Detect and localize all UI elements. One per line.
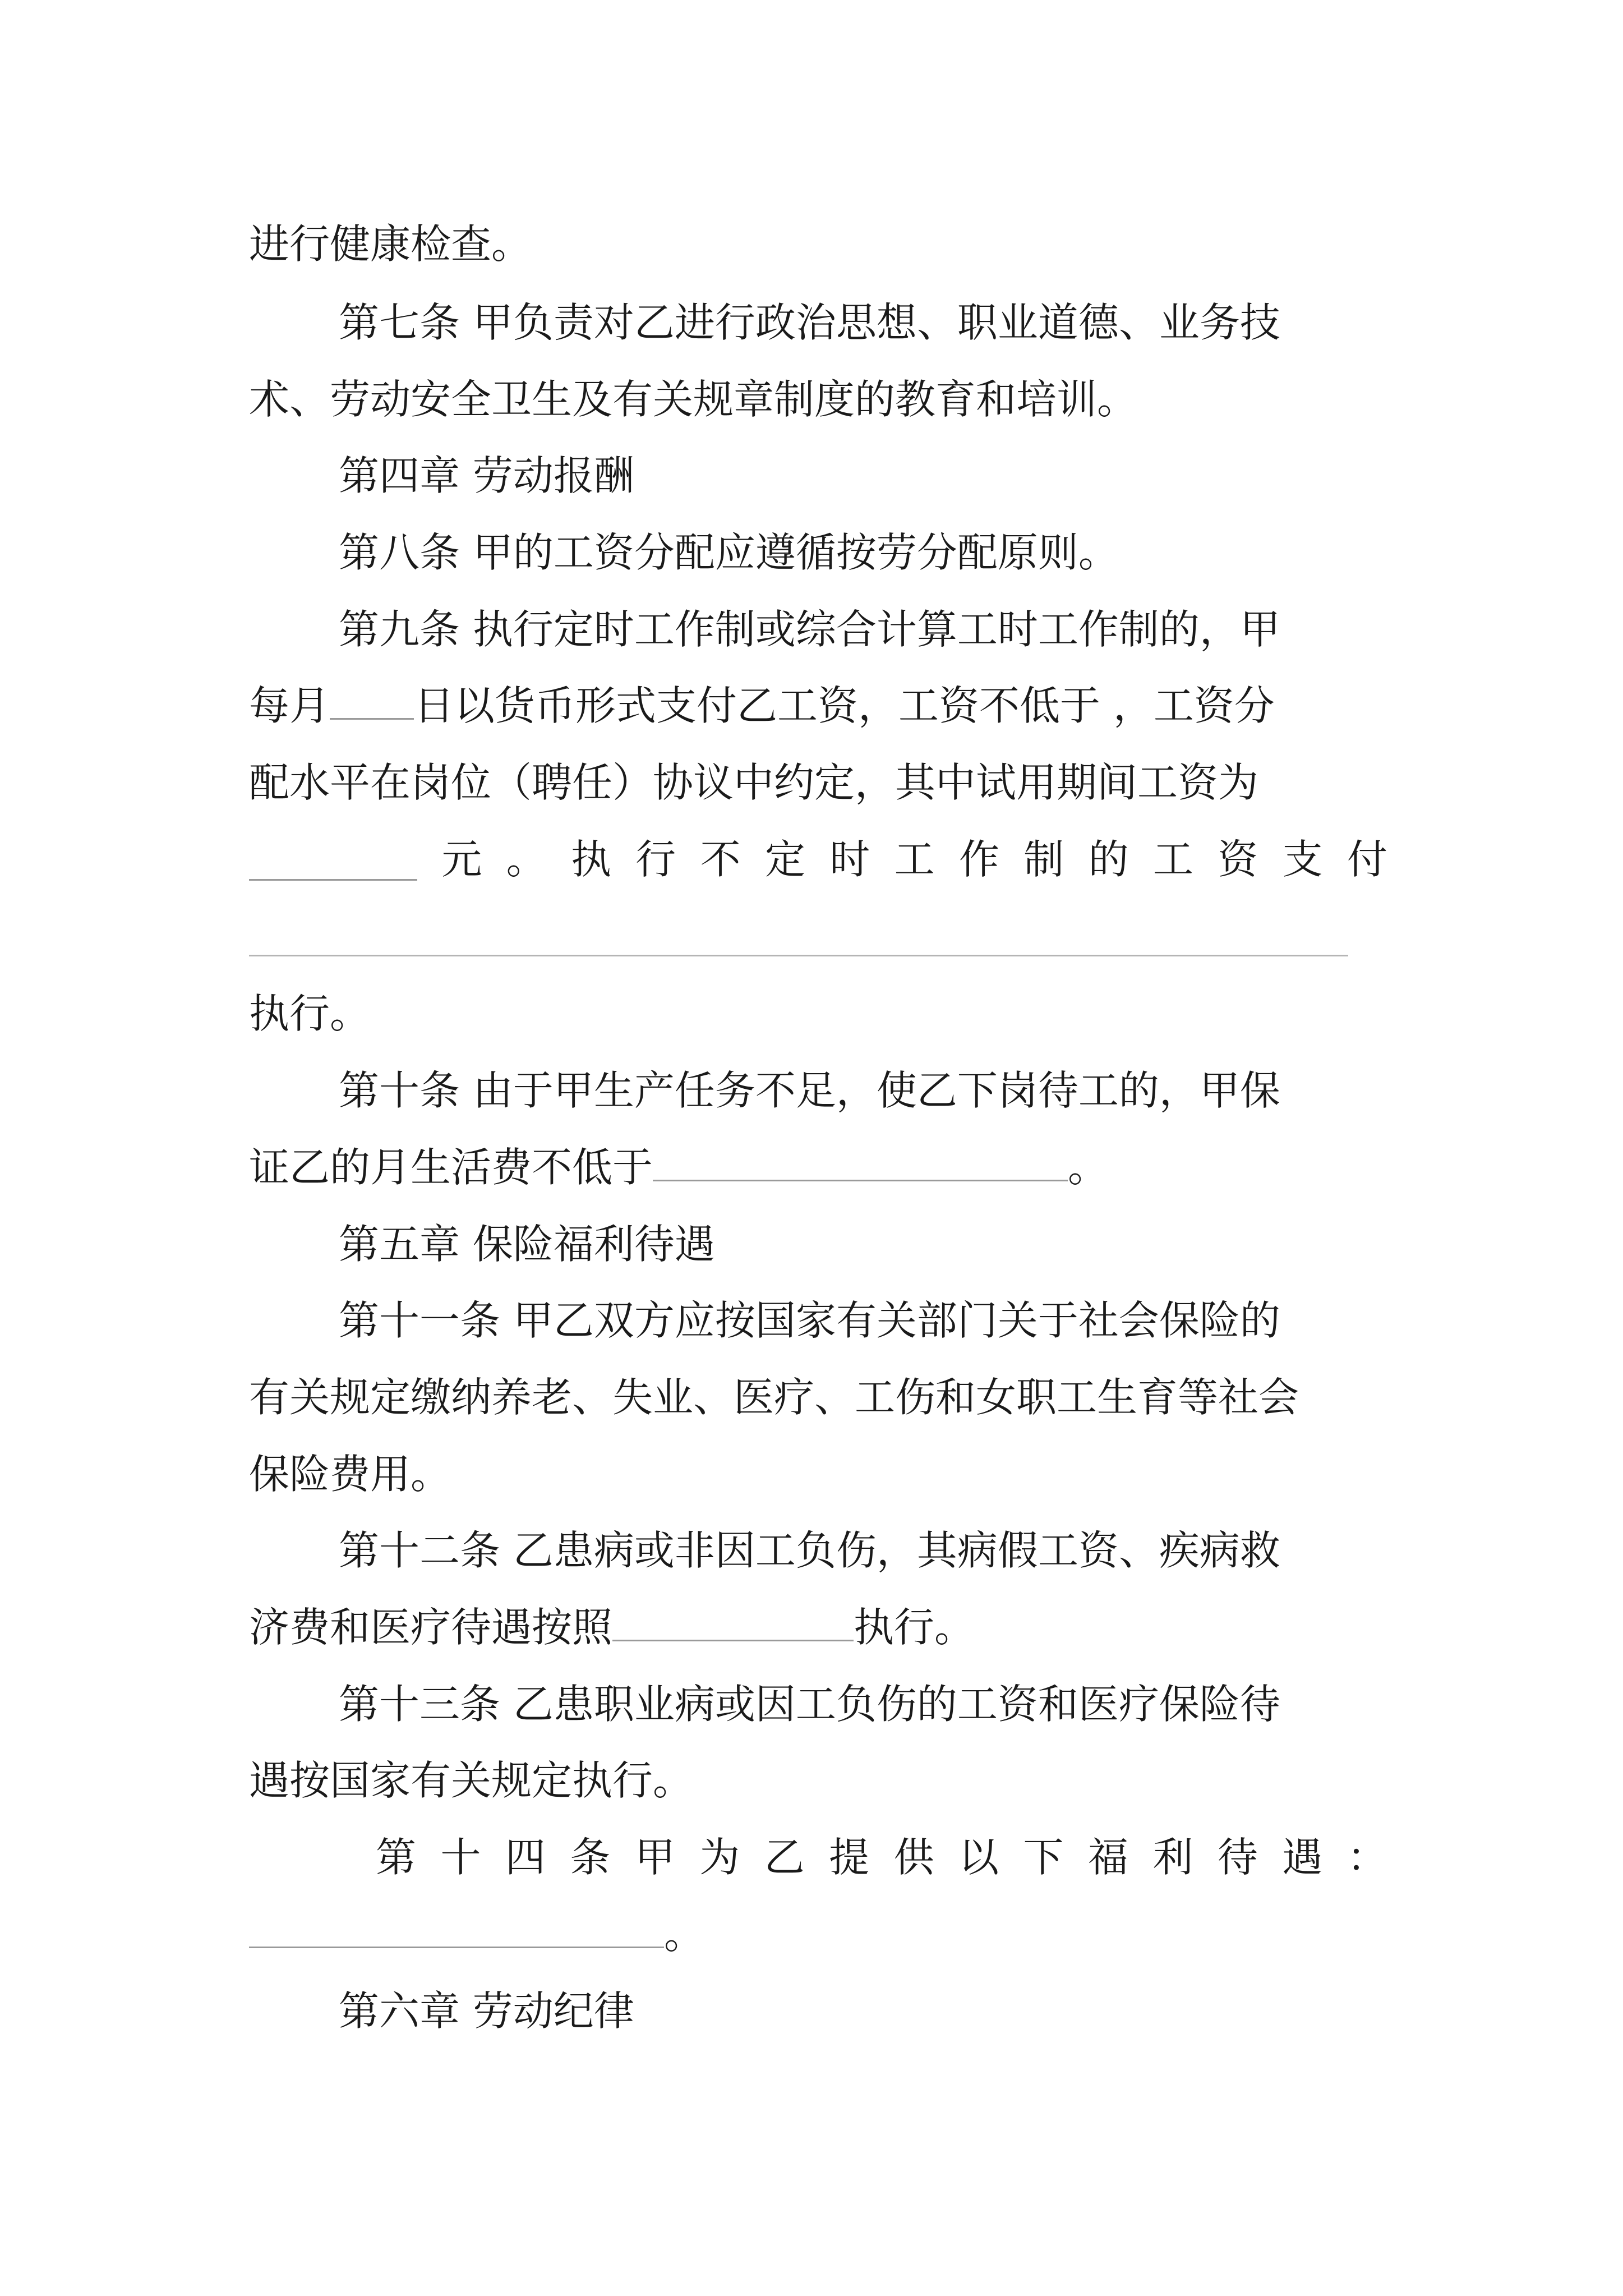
- fill-in-blank[interactable]: [249, 1906, 664, 1948]
- char: 时: [829, 836, 870, 883]
- char: 十: [440, 1834, 481, 1881]
- paragraph-line: 保险费用。: [249, 1451, 451, 1498]
- paragraph-line: 执行。: [249, 990, 371, 1037]
- char: 四: [505, 1834, 546, 1881]
- char: 定: [764, 836, 805, 883]
- article-13-line: 第十三条 乙患职业病或因工负伤的工资和医疗保险待: [339, 1681, 1280, 1728]
- text-segment: 。: [664, 1911, 705, 1958]
- char: 工: [1152, 836, 1193, 883]
- char: 执: [570, 836, 611, 883]
- text-segment: 执行。: [854, 1604, 975, 1651]
- article-9-line: 第九条 执行定时工作制或综合计算工时工作制的，甲: [339, 606, 1280, 653]
- chapter-4-heading: 第四章 劳动报酬: [339, 452, 634, 499]
- char: 提: [829, 1834, 870, 1881]
- char: 甲: [634, 1834, 675, 1881]
- char: 行: [635, 836, 676, 883]
- paragraph-line: 术、劳动安全卫生及有关规章制度的教育和培训。: [249, 376, 1138, 423]
- paragraph-line: 配水平在岗位（聘任）协议中约定，其中试用期间工资为: [249, 759, 1259, 806]
- char: 作: [958, 836, 999, 883]
- paragraph-line: [249, 1596, 1387, 1658]
- paragraph-line: 遇按国家有关规定执行。: [249, 1757, 694, 1804]
- text-segment: 每月: [249, 682, 330, 729]
- paragraph-line: [249, 1903, 1387, 1965]
- fill-in-blank[interactable]: [653, 1139, 1068, 1181]
- char: 的: [1088, 836, 1129, 883]
- char: 条: [570, 1834, 611, 1881]
- paragraph-line: [249, 675, 1387, 737]
- paragraph-line: [249, 1137, 1387, 1198]
- char: 支: [1282, 836, 1323, 883]
- char: 资: [1218, 836, 1258, 883]
- text-segment: 证乙的月生活费不低于: [249, 1144, 653, 1191]
- fill-in-blank[interactable]: [249, 839, 417, 881]
- chapter-5-heading: 第五章 保险福利待遇: [339, 1221, 715, 1268]
- article-7-line: 第七条 甲负责对乙进行政治思想、职业道德、业务技: [339, 299, 1280, 346]
- char: 乙: [764, 1834, 805, 1881]
- char: 利: [1152, 1834, 1193, 1881]
- paragraph-line-justified: [249, 829, 1387, 890]
- fill-in-blank[interactable]: [612, 1599, 854, 1641]
- article-12-line: 第十二条 乙患病或非因工负伤，其病假工资、疾病救: [339, 1527, 1280, 1574]
- char: 待: [1217, 1834, 1258, 1881]
- chapter-6-heading: 第六章 劳动纪律: [339, 1987, 634, 2035]
- char: 元: [441, 836, 482, 883]
- text-segment: 。: [1068, 1144, 1109, 1191]
- article-14-line-justified: [376, 1826, 1387, 1888]
- article-8-line: 第八条 甲的工资分配应遵循按劳分配原则。: [339, 529, 1119, 576]
- char: 。: [506, 836, 547, 883]
- char: 不: [700, 836, 741, 883]
- char: 付: [1347, 836, 1387, 883]
- article-10-line: 第十条 由于甲生产任务不足，使乙下岗待工的，甲保: [339, 1067, 1280, 1114]
- paragraph-line: 有关规定缴纳养老、失业、医疗、工伤和女职工生育等社会: [249, 1374, 1299, 1421]
- char: 福: [1087, 1834, 1128, 1881]
- char: 下: [1023, 1834, 1064, 1881]
- char: 以: [958, 1834, 999, 1881]
- char: 制: [1023, 836, 1064, 883]
- char: 工: [894, 836, 935, 883]
- article-11-line: 第十一条 甲乙双方应按国家有关部门关于社会保险的: [339, 1297, 1280, 1344]
- char: ：: [1347, 1834, 1387, 1881]
- char: 第: [376, 1834, 417, 1881]
- char: 为: [699, 1834, 740, 1881]
- text-segment: 日以货币形式支付乙工资，工资不低于 ，工资分: [414, 682, 1275, 729]
- fill-in-blank-full-line[interactable]: [249, 955, 1348, 956]
- fill-in-blank[interactable]: [330, 678, 414, 720]
- text-segment: 济费和医疗待遇按照: [249, 1604, 613, 1651]
- char: 供: [893, 1834, 934, 1881]
- char: 遇: [1282, 1834, 1323, 1881]
- paragraph-line: 进行健康检查。: [249, 220, 532, 268]
